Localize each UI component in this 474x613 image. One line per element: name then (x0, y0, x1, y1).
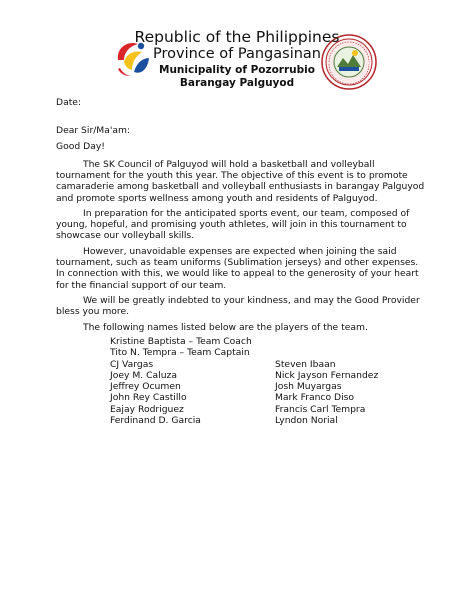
player-name: Nick Jayson Fernandez (275, 369, 379, 381)
paragraph-2: In preparation for the anticipated sports event, our team, composed of young, hopeful, and promising youth athletes, will join in this tournament to showcase our volleyball skills. (56, 208, 410, 242)
team-captain: Tito N. Tempra – Team Captain (110, 347, 250, 359)
player-name: Mark Franco Diso (275, 392, 355, 404)
player-name: Josh Muyargas (275, 381, 342, 393)
salutation: Dear Sir/Ma'am: (56, 125, 131, 136)
player-name: CJ Vargas (110, 358, 154, 370)
date-label: Date: (56, 97, 82, 108)
paragraph-5: The following names listed below are the players of the team. (83, 322, 368, 333)
player-name: Ferdinand D. Garcia (110, 415, 201, 427)
player-roster (110, 336, 435, 426)
greeting: Good Day! (56, 141, 105, 152)
player-name: Joey M. Caluza (110, 369, 177, 381)
header-country: Republic of the Philippines (134, 28, 340, 46)
player-name: Steven Ibaan (275, 358, 336, 370)
player-name: Lyndon Norial (275, 415, 338, 427)
paragraph-1: The SK Council of Palguyod will hold a basketball and volleyball tournament for the youth this year. The objective of this event is to promote camaraderie among basketball and volleyball enthusiasts in barangay Palguyod and promote sports wellness among youth and residents of Palguyod. (56, 159, 425, 204)
header-barangay: Barangay Palguyod (179, 77, 295, 89)
player-list (110, 359, 435, 427)
team-coach: Kristine Baptista – Team Coach (110, 336, 252, 347)
player-name: Francis Carl Tempra (275, 403, 366, 415)
player-name: Jeffrey Ocumen (110, 381, 181, 393)
player-name: John Rey Castillo (110, 392, 187, 404)
header-municipality: Municipality of Pozorrubio (159, 64, 315, 76)
paragraph-4: We will be greatly indebted to your kindness, and may the Good Provider bless you more. (56, 295, 420, 318)
player-name: Eajay Rodriguez (110, 403, 184, 415)
paragraph-3: However, unavoidable expenses are expected when joining the said tournament, such as team uniforms (Sublimation jerseys) and other expenses. In connection with this, we would like to appeal to the generosity of your heart for the financial support of our team. (56, 246, 419, 291)
header-province: Province of Pangasinan (153, 46, 321, 62)
